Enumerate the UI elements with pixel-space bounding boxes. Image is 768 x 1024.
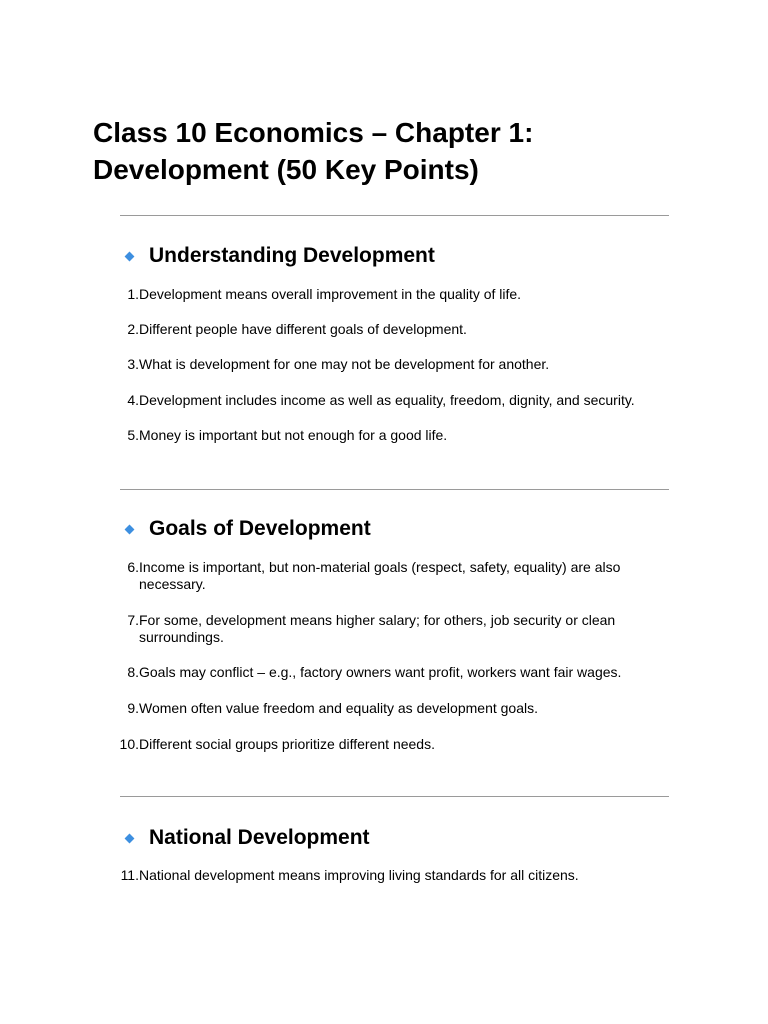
list-item-text: National development means improving living standards for all citizens. bbox=[139, 867, 579, 883]
section-heading-text: Understanding Development bbox=[149, 244, 435, 267]
section-divider bbox=[120, 215, 669, 216]
diamond-icon bbox=[125, 524, 135, 534]
section-heading bbox=[124, 243, 435, 269]
list-item bbox=[108, 321, 668, 338]
list-item-number: 9. bbox=[127, 700, 139, 716]
list-item-text: Development includes income as well as equality, freedom, dignity, and security. bbox=[139, 392, 635, 408]
list-item bbox=[108, 867, 668, 884]
list-item-number: 8. bbox=[127, 664, 139, 680]
list-item bbox=[108, 356, 668, 373]
list-item bbox=[108, 427, 668, 444]
list-item-text: Development means overall improvement in the quality of life. bbox=[139, 286, 522, 302]
list-item bbox=[108, 700, 668, 717]
section-divider bbox=[120, 489, 669, 490]
list-item-text: What is development for one may not be development for another. bbox=[139, 356, 550, 372]
list-item-number: 1. bbox=[127, 286, 139, 302]
list-item bbox=[108, 736, 668, 753]
list-item-text: Money is important but not enough for a good life. bbox=[139, 427, 448, 443]
list-item-number: 7. bbox=[127, 612, 139, 628]
list-item-number: 4. bbox=[127, 392, 139, 408]
section-heading bbox=[124, 825, 370, 851]
list-item-number: 2. bbox=[127, 321, 139, 337]
list-item bbox=[108, 664, 668, 681]
list-item-text: For some, development means higher salary; for others, job security or clean surroundings. bbox=[139, 612, 616, 645]
list-item-text: Different social groups prioritize different needs. bbox=[139, 736, 435, 752]
diamond-icon bbox=[125, 833, 135, 843]
section-divider bbox=[120, 796, 669, 797]
list-item bbox=[108, 612, 668, 646]
section-heading-text: National Development bbox=[149, 826, 370, 849]
list-item-number: 10. bbox=[119, 736, 139, 752]
list-item-text: Goals may conflict – e.g., factory owners want profit, workers want fair wages. bbox=[139, 664, 622, 680]
list-item-text: Income is important, but non-material goals (respect, safety, equality) are also necessary. bbox=[139, 559, 621, 592]
list-item bbox=[108, 392, 668, 409]
list-item-number: 11. bbox=[120, 867, 139, 883]
section-heading bbox=[124, 516, 371, 542]
list-item-number: 3. bbox=[127, 356, 139, 372]
section-heading-text: Goals of Development bbox=[149, 517, 371, 540]
list-item bbox=[108, 559, 668, 593]
list-item-text: Different people have different goals of development. bbox=[139, 321, 467, 337]
diamond-icon bbox=[125, 251, 135, 261]
list-item-text: Women often value freedom and equality as development goals. bbox=[139, 700, 538, 716]
list-item-number: 5. bbox=[127, 427, 139, 443]
list-item bbox=[108, 286, 668, 303]
page-title: Class 10 Economics – Chapter 1: Development (50 Key Points) bbox=[93, 117, 534, 185]
list-item-number: 6. bbox=[127, 559, 139, 575]
